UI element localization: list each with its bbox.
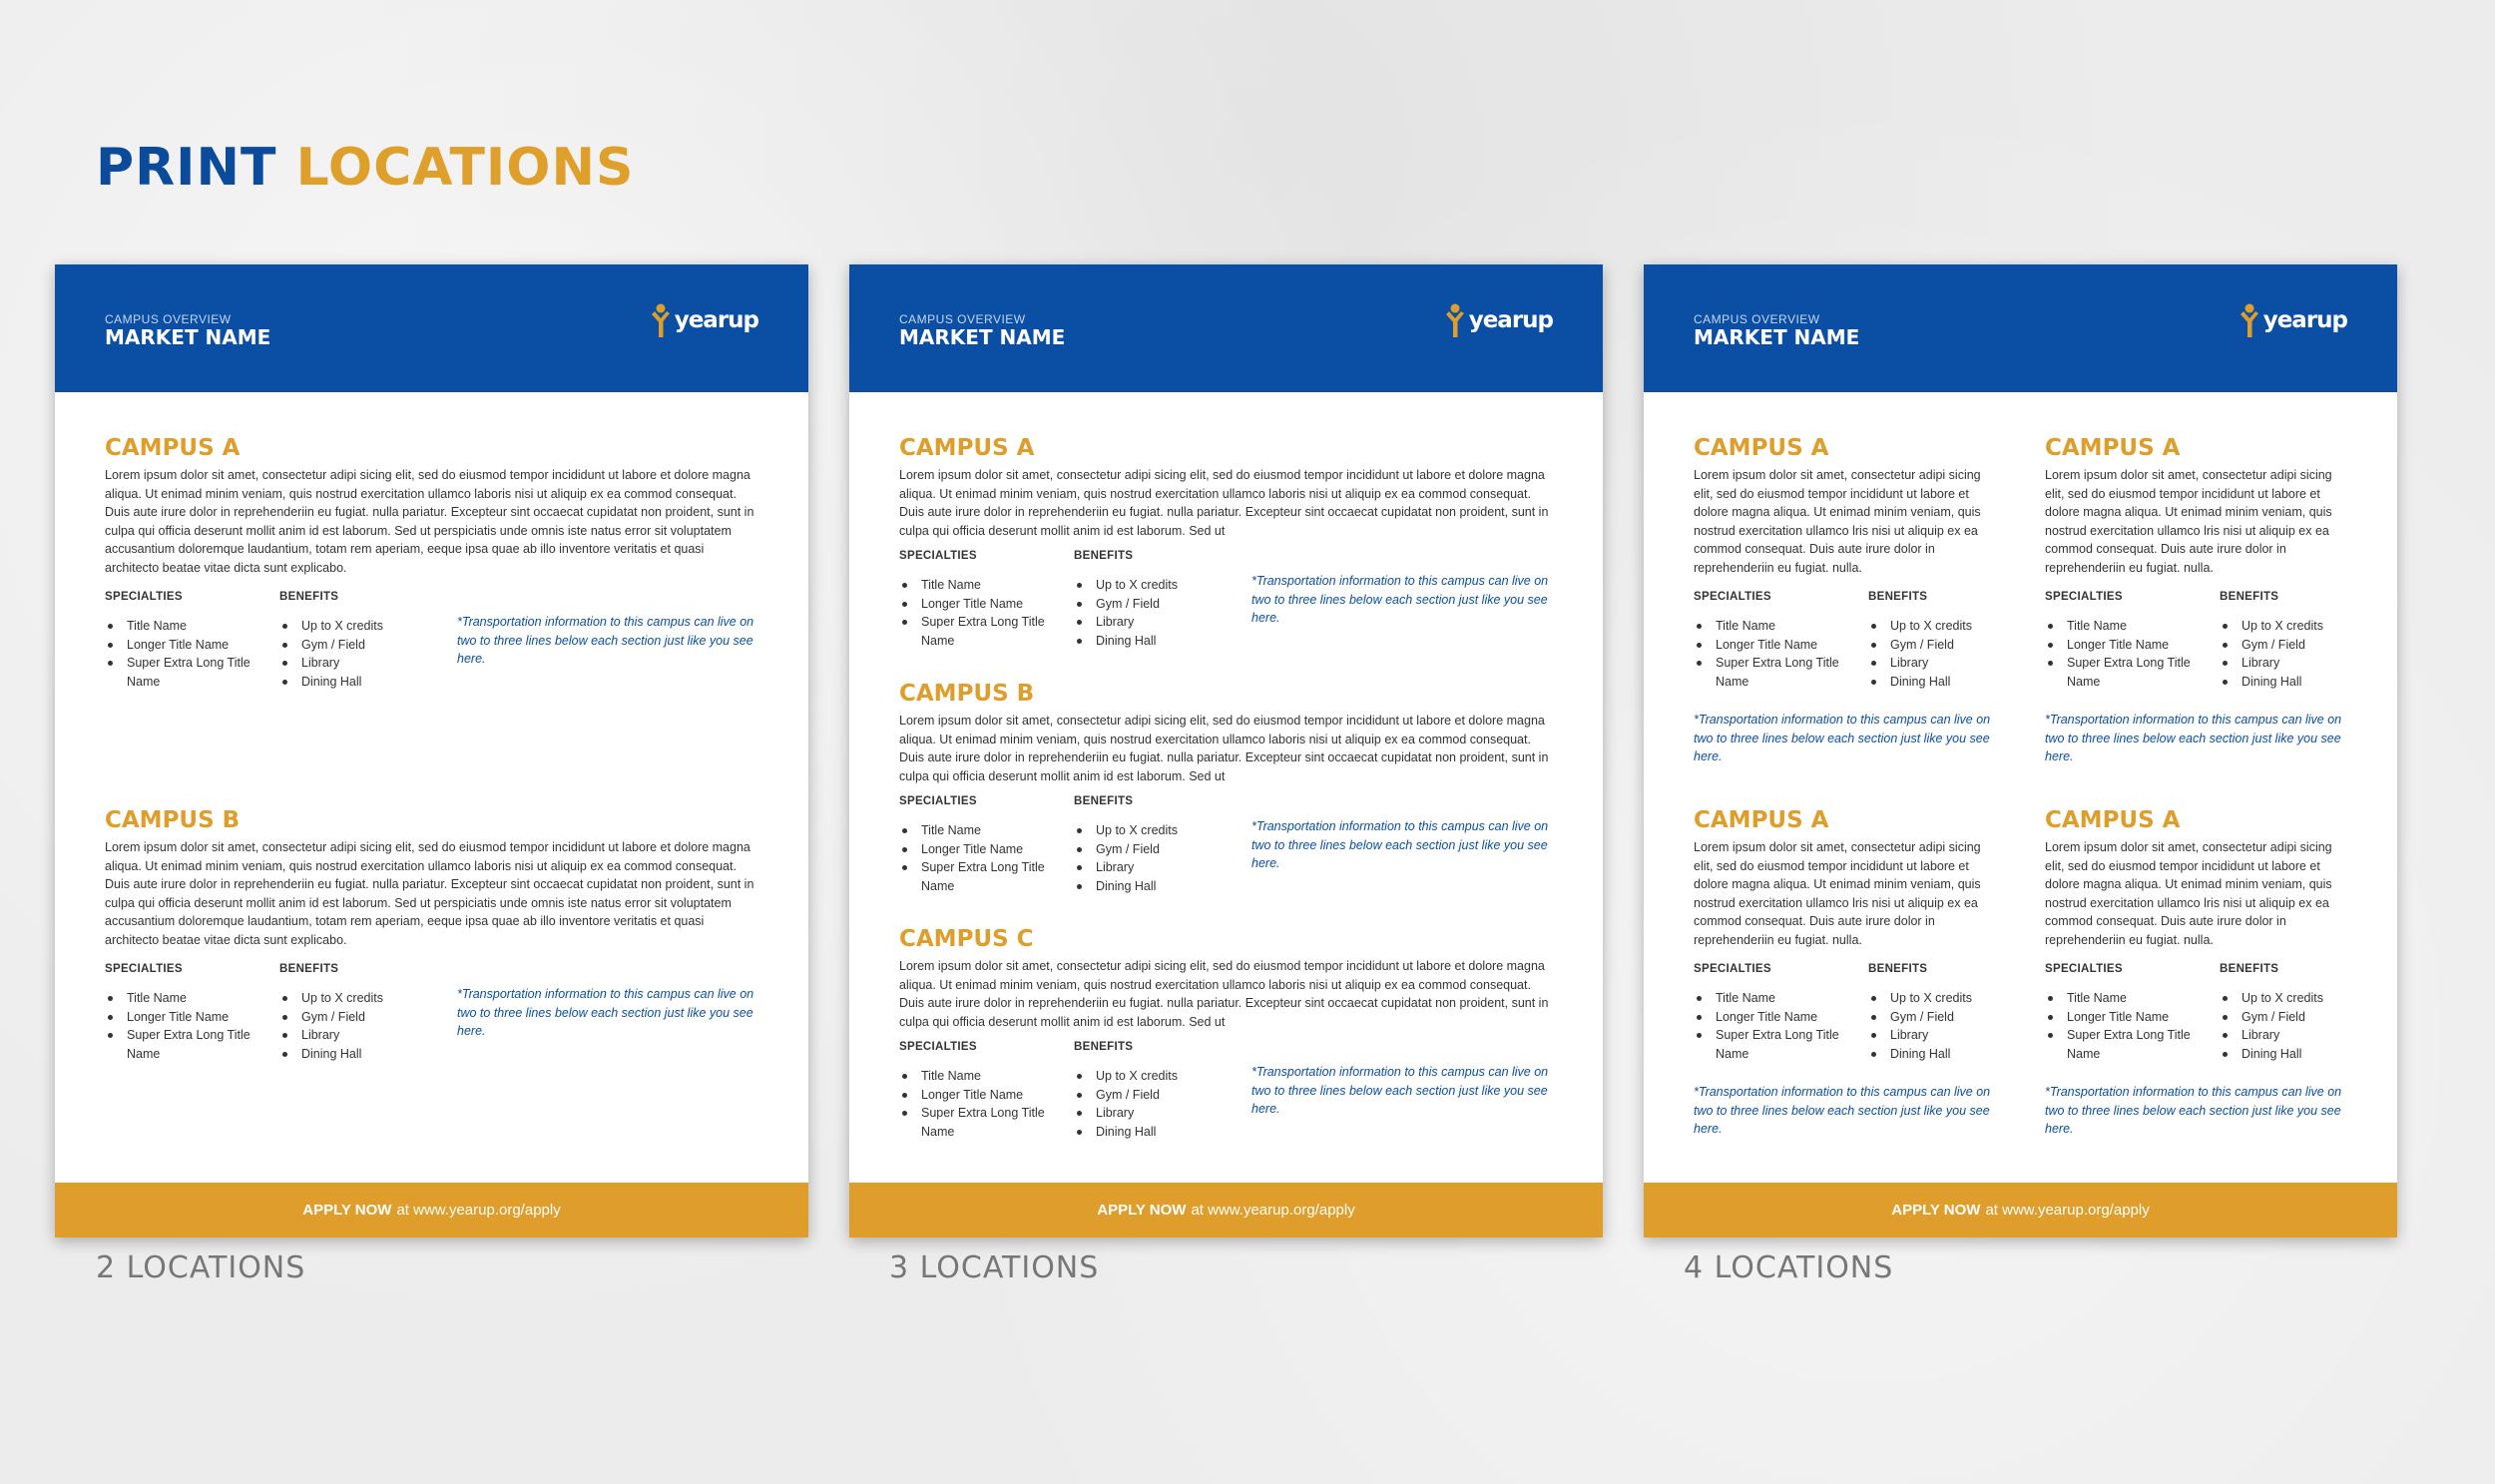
- specialty-item: Title Name: [105, 617, 274, 636]
- campus-info-row: [2045, 963, 2349, 1136]
- specialty-item: Longer Title Name: [1694, 1008, 1863, 1027]
- specialty-item: Title Name: [105, 989, 274, 1008]
- campus-description: Lorem ipsum dolor sit amet, consectetur adipi sicing elit, sed do eiusmod tempor incididunt ut labore et dolore magna aliqua. Ut enimad minim veniam, quis nostrud exercitation ullamco lris nisi ut aliquip ex ea commod consequat. Duis aute irure dolor in reprehenderiin eu fugiat. nulla.: [1694, 468, 1981, 575]
- specialties-header: SPECIALTIES: [2045, 591, 2123, 603]
- specialty-item: Super Extra Long Title Name: [2045, 1026, 2215, 1063]
- benefits-header: BENEFITS: [1074, 1041, 1134, 1053]
- campus-description: Lorem ipsum dolor sit amet, consectetur adipi sicing elit, sed do eiusmod tempor incididunt ut labore et dolore magna aliqua. Ut enimad minim veniam, quis nostrud exercitation ullamco laboris nisi ut aliquip ex ea commod consequat. Duis aute irure dolor in reprehenderiin eu fugiat. nulla pariatur. Excepteur sint occaecat cupidatat non proident, sunt in culpa qui officia deserunt mollit anim id est laborum. Sed ut perspiciatis unde omnis iste natus error sit voluptatem accusantium doloremque laudantium, totam rem aperiam, eeque ipsa quae ab illo inventore veritatis et quasi architecto beatae vitae dicta sunt explicabo.: [105, 468, 754, 575]
- specialties-list: [899, 1067, 1069, 1141]
- transportation-note: *Transportation information to this campus can live on two to three lines below each section just like you see here.: [2045, 1085, 2342, 1136]
- transportation-note: *Transportation information to this campus can live on two to three lines below each section just like you see here.: [1694, 1085, 1991, 1136]
- benefits-list: [2220, 617, 2379, 691]
- transportation-note: *Transportation information to this campus can live on two to three lines below each section just like you see here.: [1251, 1065, 1549, 1116]
- benefit-item: Dining Hall: [1868, 1045, 2028, 1064]
- campus-section: [899, 434, 1553, 660]
- benefit-item: Gym / Field: [1074, 840, 1234, 859]
- benefit-item: Up to X credits: [1074, 576, 1234, 595]
- sheet-caption: 3 LOCATIONS: [889, 1250, 1100, 1285]
- specialty-item: Title Name: [2045, 989, 2215, 1008]
- specialty-item: Title Name: [899, 576, 1069, 595]
- benefit-item: Dining Hall: [2220, 1045, 2379, 1064]
- campus-section: [105, 434, 758, 701]
- benefit-item: Library: [1074, 1104, 1234, 1123]
- benefits-header: BENEFITS: [1868, 963, 1928, 975]
- benefits-header: BENEFITS: [2220, 963, 2279, 975]
- specialty-item: Longer Title Name: [2045, 636, 2215, 655]
- transportation-note: *Transportation information to this campus can live on two to three lines below each section just like you see here.: [457, 987, 754, 1038]
- specialties-list: [1694, 989, 1863, 1063]
- benefits-list: [2220, 989, 2379, 1063]
- benefits-header: BENEFITS: [2220, 591, 2279, 603]
- campus-info-row: [899, 795, 1553, 905]
- campus-name: CAMPUS A: [2045, 807, 2181, 833]
- campus-info-row: [105, 963, 758, 1073]
- specialties-list: [899, 576, 1069, 650]
- specialties-header: SPECIALTIES: [105, 963, 183, 975]
- benefit-item: Dining Hall: [2220, 673, 2379, 692]
- specialty-item: Longer Title Name: [105, 636, 274, 655]
- apply-now-label: APPLY NOW: [302, 1202, 392, 1219]
- specialties-list: [899, 821, 1069, 895]
- specialties-header: SPECIALTIES: [105, 591, 183, 603]
- benefit-item: Up to X credits: [1074, 1067, 1234, 1086]
- flyer-sheet: [55, 264, 808, 1237]
- campus-description: Lorem ipsum dolor sit amet, consectetur adipi sicing elit, sed do eiusmod tempor incididunt ut labore et dolore magna aliqua. Ut enimad minim veniam, quis nostrud exercitation ullamco laboris nisi ut aliquip ex ea commod consequat. Duis aute irure dolor in reprehenderiin eu fugiat. nulla pariatur. Excepteur sint occaecat cupidatat non proident, sunt in culpa qui officia deserunt mollit anim id est laborum. Sed ut: [899, 959, 1549, 1029]
- benefit-item: Dining Hall: [1074, 632, 1234, 651]
- sheet-header: [1644, 264, 2397, 392]
- market-name: MARKET NAME: [899, 325, 1066, 349]
- sheet-footer: [1644, 1183, 2397, 1237]
- specialty-item: Title Name: [1694, 989, 1863, 1008]
- benefits-list: [1074, 1067, 1234, 1141]
- specialty-item: Title Name: [2045, 617, 2215, 636]
- specialty-item: Super Extra Long Title Name: [105, 1026, 274, 1063]
- sheet-caption: 2 LOCATIONS: [96, 1250, 306, 1285]
- specialty-item: Title Name: [899, 1067, 1069, 1086]
- logo-text: yearup: [1468, 307, 1553, 333]
- benefit-item: Library: [1868, 654, 2028, 673]
- benefit-item: Gym / Field: [2220, 636, 2379, 655]
- sheet-header: [55, 264, 808, 392]
- campus-description: Lorem ipsum dolor sit amet, consectetur adipi sicing elit, sed do eiusmod tempor incididunt ut labore et dolore magna aliqua. Ut enimad minim veniam, quis nostrud exercitation ullamco lris nisi ut aliquip ex ea commod consequat. Duis aute irure dolor in reprehenderiin eu fugiat. nulla.: [1694, 840, 1981, 947]
- benefits-list: [1074, 576, 1234, 650]
- specialty-item: Super Extra Long Title Name: [899, 613, 1069, 650]
- benefits-header: BENEFITS: [1074, 550, 1134, 562]
- transportation-note: *Transportation information to this campus can live on two to three lines below each section just like you see here.: [1251, 819, 1549, 870]
- specialties-header: SPECIALTIES: [899, 795, 977, 807]
- campus-section: [105, 806, 758, 1073]
- sheet-header: [849, 264, 1603, 392]
- page-title: [96, 138, 634, 198]
- specialties-header: SPECIALTIES: [1694, 591, 1771, 603]
- benefit-item: Gym / Field: [279, 1008, 439, 1027]
- campus-info-row: [1694, 591, 1998, 763]
- campus-overview-label: CAMPUS OVERVIEW: [105, 312, 232, 326]
- campus-section: [2045, 806, 2349, 1136]
- specialties-list: [2045, 617, 2215, 691]
- benefit-item: Up to X credits: [1868, 989, 2028, 1008]
- apply-now-label: APPLY NOW: [1097, 1202, 1187, 1219]
- benefit-item: Dining Hall: [1868, 673, 2028, 692]
- specialty-item: Super Extra Long Title Name: [1694, 654, 1863, 691]
- yearup-logo: [1445, 300, 1553, 340]
- benefits-list: [1868, 989, 2028, 1063]
- flyer-sheet: [849, 264, 1603, 1237]
- campus-section: [899, 925, 1553, 1151]
- apply-url: at www.yearup.org/apply: [1985, 1202, 2150, 1219]
- specialty-item: Longer Title Name: [105, 1008, 274, 1027]
- specialty-item: Super Extra Long Title Name: [105, 654, 274, 691]
- campus-description: Lorem ipsum dolor sit amet, consectetur adipi sicing elit, sed do eiusmod tempor incididunt ut labore et dolore magna aliqua. Ut enimad minim veniam, quis nostrud exercitation ullamco lris nisi ut aliquip ex ea commod consequat. Duis aute irure dolor in reprehenderiin eu fugiat. nulla.: [2045, 840, 2332, 947]
- benefit-item: Gym / Field: [2220, 1008, 2379, 1027]
- campus-info-row: [899, 1041, 1553, 1151]
- benefit-item: Dining Hall: [279, 1045, 439, 1064]
- campus-section: [1694, 434, 1998, 763]
- campus-name: CAMPUS A: [1694, 807, 1829, 833]
- apply-now-label: APPLY NOW: [1891, 1202, 1981, 1219]
- specialties-header: SPECIALTIES: [1694, 963, 1771, 975]
- specialty-item: Title Name: [899, 821, 1069, 840]
- campus-description: Lorem ipsum dolor sit amet, consectetur adipi sicing elit, sed do eiusmod tempor incididunt ut labore et dolore magna aliqua. Ut enimad minim veniam, quis nostrud exercitation ullamco laboris nisi ut aliquip ex ea commod consequat. Duis aute irure dolor in reprehenderiin eu fugiat. nulla pariatur. Excepteur sint occaecat cupidatat non proident, sunt in culpa qui officia deserunt mollit anim id est laborum. Sed ut: [899, 714, 1549, 783]
- benefits-header: BENEFITS: [1074, 795, 1134, 807]
- benefits-header: BENEFITS: [279, 963, 339, 975]
- benefit-item: Gym / Field: [279, 636, 439, 655]
- benefits-list: [279, 989, 439, 1063]
- campus-name: CAMPUS A: [105, 435, 241, 461]
- apply-url: at www.yearup.org/apply: [396, 1202, 561, 1219]
- campus-section: [899, 680, 1553, 905]
- campus-overview-label: CAMPUS OVERVIEW: [899, 312, 1026, 326]
- benefit-item: Gym / Field: [1074, 1086, 1234, 1105]
- benefit-item: Dining Hall: [279, 673, 439, 692]
- benefit-item: Library: [2220, 1026, 2379, 1045]
- flyer-sheet: [1644, 264, 2397, 1237]
- benefit-item: Dining Hall: [1074, 1123, 1234, 1142]
- benefit-item: Library: [1074, 613, 1234, 632]
- yearup-logo: [2240, 300, 2347, 340]
- benefit-item: Gym / Field: [1074, 595, 1234, 614]
- specialty-item: Super Extra Long Title Name: [899, 858, 1069, 895]
- page-title-word-print: PRINT: [96, 138, 277, 198]
- specialty-item: Super Extra Long Title Name: [1694, 1026, 1863, 1063]
- benefit-item: Up to X credits: [1074, 821, 1234, 840]
- specialties-list: [105, 989, 274, 1063]
- logo-text: yearup: [674, 307, 758, 333]
- logo-text: yearup: [2262, 307, 2347, 333]
- benefit-item: Library: [1074, 858, 1234, 877]
- benefit-item: Gym / Field: [1868, 636, 2028, 655]
- transportation-note: *Transportation information to this campus can live on two to three lines below each section just like you see here.: [457, 615, 754, 666]
- sheet-caption: 4 LOCATIONS: [1684, 1250, 1894, 1285]
- benefits-list: [279, 617, 439, 691]
- sheet-footer: [55, 1183, 808, 1237]
- benefits-header: BENEFITS: [279, 591, 339, 603]
- benefit-item: Up to X credits: [1868, 617, 2028, 636]
- benefits-list: [1074, 821, 1234, 895]
- campus-info-row: [899, 550, 1553, 660]
- specialty-item: Title Name: [1694, 617, 1863, 636]
- specialty-item: Longer Title Name: [899, 1086, 1069, 1105]
- benefit-item: Library: [1868, 1026, 2028, 1045]
- benefit-item: Up to X credits: [279, 617, 439, 636]
- campus-description: Lorem ipsum dolor sit amet, consectetur adipi sicing elit, sed do eiusmod tempor incididunt ut labore et dolore magna aliqua. Ut enimad minim veniam, quis nostrud exercitation ullamco laboris nisi ut aliquip ex ea commod consequat. Duis aute irure dolor in reprehenderiin eu fugiat. nulla pariatur. Excepteur sint occaecat cupidatat non proident, sunt in culpa qui officia deserunt mollit anim id est laborum. Sed ut: [899, 468, 1549, 538]
- benefit-item: Dining Hall: [1074, 877, 1234, 896]
- page-title-word-locations: LOCATIONS: [295, 138, 635, 198]
- specialties-list: [2045, 989, 2215, 1063]
- specialty-item: Longer Title Name: [899, 840, 1069, 859]
- campus-section: [2045, 434, 2349, 763]
- specialty-item: Super Extra Long Title Name: [899, 1104, 1069, 1141]
- benefits-list: [1868, 617, 2028, 691]
- market-name: MARKET NAME: [1694, 325, 1860, 349]
- campus-name: CAMPUS A: [899, 435, 1035, 461]
- specialties-list: [105, 617, 274, 691]
- campus-overview-label: CAMPUS OVERVIEW: [1694, 312, 1820, 326]
- campus-name: CAMPUS A: [2045, 435, 2181, 461]
- benefit-item: Library: [279, 654, 439, 673]
- campus-info-row: [2045, 591, 2349, 763]
- campus-name: CAMPUS A: [1694, 435, 1829, 461]
- campus-name: CAMPUS B: [899, 681, 1035, 707]
- benefit-item: Gym / Field: [1868, 1008, 2028, 1027]
- benefits-header: BENEFITS: [1868, 591, 1928, 603]
- campus-name: CAMPUS B: [105, 807, 241, 833]
- transportation-note: *Transportation information to this campus can live on two to three lines below each section just like you see here.: [2045, 713, 2342, 763]
- specialty-item: Longer Title Name: [2045, 1008, 2215, 1027]
- benefit-item: Library: [2220, 654, 2379, 673]
- specialties-list: [1694, 617, 1863, 691]
- campus-info-row: [1694, 963, 1998, 1136]
- campus-info-row: [105, 591, 758, 701]
- campus-name: CAMPUS C: [899, 926, 1034, 952]
- benefit-item: Library: [279, 1026, 439, 1045]
- transportation-note: *Transportation information to this campus can live on two to three lines below each section just like you see here.: [1694, 713, 1991, 763]
- campus-description: Lorem ipsum dolor sit amet, consectetur adipi sicing elit, sed do eiusmod tempor incididunt ut labore et dolore magna aliqua. Ut enimad minim veniam, quis nostrud exercitation ullamco lris nisi ut aliquip ex ea commod consequat. Duis aute irure dolor in reprehenderiin eu fugiat. nulla.: [2045, 468, 2332, 575]
- specialties-header: SPECIALTIES: [2045, 963, 2123, 975]
- specialty-item: Longer Title Name: [1694, 636, 1863, 655]
- benefit-item: Up to X credits: [2220, 989, 2379, 1008]
- benefit-item: Up to X credits: [279, 989, 439, 1008]
- specialties-header: SPECIALTIES: [899, 550, 977, 562]
- market-name: MARKET NAME: [105, 325, 271, 349]
- benefit-item: Up to X credits: [2220, 617, 2379, 636]
- apply-url: at www.yearup.org/apply: [1191, 1202, 1355, 1219]
- campus-description: Lorem ipsum dolor sit amet, consectetur adipi sicing elit, sed do eiusmod tempor incididunt ut labore et dolore magna aliqua. Ut enimad minim veniam, quis nostrud exercitation ullamco laboris nisi ut aliquip ex ea commod consequat. Duis aute irure dolor in reprehenderiin eu fugiat. nulla pariatur. Excepteur sint occaecat cupidatat non proident, sunt in culpa qui officia deserunt mollit anim id est laborum. Sed ut perspiciatis unde omnis iste natus error sit voluptatem accusantium doloremque laudantium, totam rem aperiam, eeque ipsa quae ab illo inventore veritatis et quasi architecto beatae vitae dicta sunt explicabo.: [105, 840, 754, 947]
- yearup-logo: [651, 300, 758, 340]
- specialties-header: SPECIALTIES: [899, 1041, 977, 1053]
- sheet-footer: [849, 1183, 1603, 1237]
- transportation-note: *Transportation information to this campus can live on two to three lines below each section just like you see here.: [1251, 574, 1549, 625]
- specialty-item: Longer Title Name: [899, 595, 1069, 614]
- specialty-item: Super Extra Long Title Name: [2045, 654, 2215, 691]
- campus-section: [1694, 806, 1998, 1136]
